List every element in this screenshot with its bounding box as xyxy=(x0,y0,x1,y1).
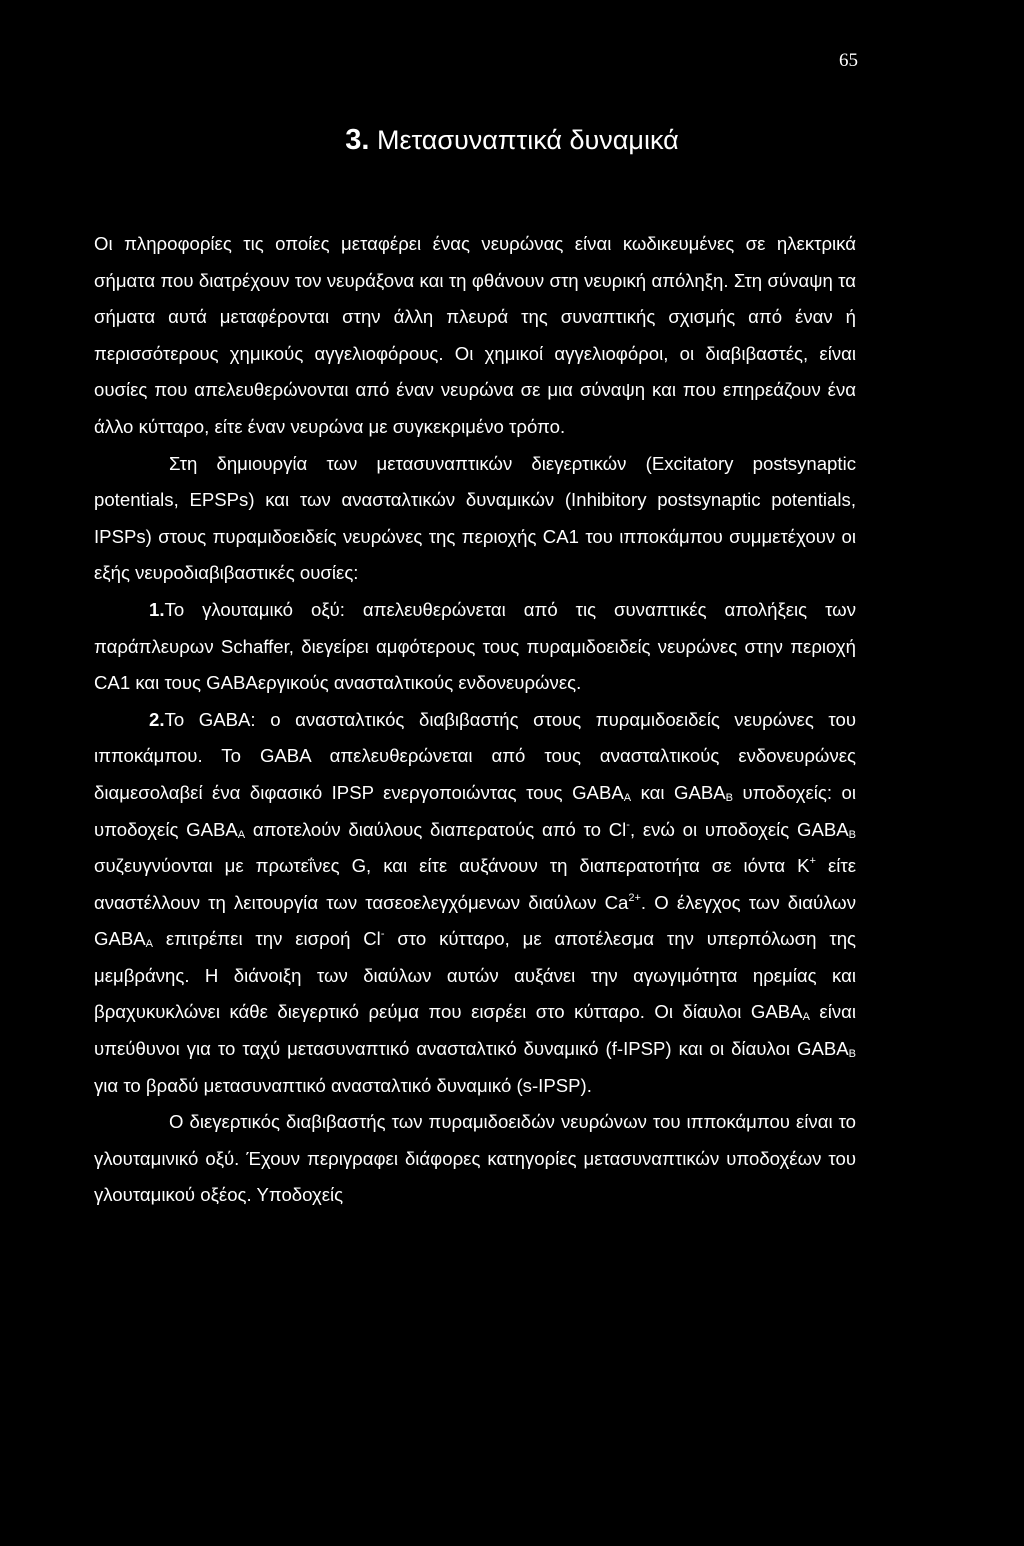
gaba-text-part: και GABA xyxy=(631,781,726,803)
gaba-text-part: είναι υπεύθυνοι για το ταχύ μετασυναπτικό ανασταλτικό δυναμικό (f-IPSP) και οι δίαυλοι GABA xyxy=(94,1001,857,1060)
gaba-text-part: , ενώ οι υποδοχείς GABA xyxy=(629,818,849,840)
gaba-text-part: επιτρέπει την εισροή Cl xyxy=(153,928,381,950)
subscript: A xyxy=(623,791,632,804)
page-number: 65 xyxy=(839,50,858,71)
superscript: - xyxy=(626,818,630,831)
paragraph-excitatory: Ο διεγερτικός διαβιβαστής των πυραμιδοειδών νευρώνων του ιπποκάμπου είναι το γλουταμινικό οξύ. Έχουν περιγραφει διάφορες κατηγορίες μετασυναπτικών υποδοχέων του γλουταμικού οξέος. Υποδοχείς xyxy=(94,1111,856,1206)
subscript: A xyxy=(802,1011,810,1024)
gaba-text-part: αποτελούν διαύλους διαπερατούς από το Cl xyxy=(245,818,627,840)
gaba-text-part: συζευγνύονται με πρωτεΐνες G, και είτε αυξάνουν τη διαπερατοτήτα σε ιόντα K xyxy=(94,855,810,877)
gaba-text-part: για το βραδύ μετασυναπτικό ανασταλτικό δυναμικό (s-IPSP). xyxy=(94,1074,592,1096)
subscript: B xyxy=(725,791,734,804)
list-item-number: 2. xyxy=(149,708,165,730)
paragraph-intro xyxy=(94,226,856,446)
gaba-text-part: . Ο έλεγχος των διαύλων GABA xyxy=(94,891,856,950)
gaba-text-part: είτε αναστέλλουν τη λειτουργία των τασεοελεγχόμενων διαύλων Ca xyxy=(94,855,856,913)
superscript: + xyxy=(809,855,816,868)
gaba-text-part: Το GABA: ο ανασταλτικός διαβιβαστής στους πυραμιδοειδείς νευρώνες του ιπποκάμπου. Το GABA απελευθερώνεται από τους ανασταλτικούς ενδονευρώνες διαμεσολαβεί ένα διφασικό IPSP ενεργοποιώντας τους GABA xyxy=(94,708,856,803)
chapter-number: 3. xyxy=(345,124,370,156)
gaba-text-part: στο κύτταρο, με αποτέλεσμα την υπερπόλωση της μεμβράνης. Η διάνοιξη των διαύλων αυτών αυξάνει την αγωγιμότητα ηρεμίας και βραχυκυκλώνει κάθε διεγερτικό ρεύμα που εισρέει στο κύτταρο. Οι δίαυλοι GABA xyxy=(94,928,856,1023)
paragraph-neurotransmitters: Στη δημιουργία των μετασυναπτικών διεγερτικών (Excitatory postsynaptic potentials, EPSPs) και των ανασταλτικών δυναμικών (Inhibitory postsynaptic potentials, IPSPs) στους πυραμιδοειδείς νευρώνες της περιοχής CA1 του ιπποκάμπου συμμετέχουν οι εξής νευροδιαβιβαστικές ουσίες: xyxy=(94,452,856,584)
body-text xyxy=(94,226,856,1214)
list-item-text: Το γλουταμικό οξύ: απελευθερώνεται από τις συναπτικές απολήξεις των παράπλευρων Schaffer, διεγείρει αμφότερους τους πυραμιδοειδείς νευρώνες στην περιοχή CA1 και τους GABAεργικούς ανασταλτικούς ενδονευρώνες. xyxy=(94,598,856,694)
subscript: A xyxy=(237,828,246,841)
list-item-glutamate xyxy=(94,592,856,702)
list-item-number: 1. xyxy=(149,598,165,620)
subscript: A xyxy=(145,938,154,951)
gaba-text-part: υποδοχείς: οι υποδοχείς GABA xyxy=(94,781,856,840)
paragraph-intro-text: Οι πληροφορίες τις οποίες μεταφέρει ένας νευρώνας είναι κωδικευμένες σε ηλεκτρικά σήματα που διατρέχουν τον νευράξονα και τη φθάνουν στη νευρική απόληξη. Στη σύναψη τα σήματα αυτά μεταφέρονται στην άλλη πλευρά της συναπτικής σχισμής από έναν ή περισσότερους χημικούς αγγελιοφόρους. Οι χημικοί αγγελιοφόροι, οι διαβιβαστές, είναι ουσίες που απελευθερώνονται από έναν νευρώνα σε μια σύναψη και που επηρεάζουν ένα άλλο κύτταρο, είτε έναν νευρώνα με συγκεκριμένο τρόπο. xyxy=(94,233,856,437)
subscript: B xyxy=(848,1048,856,1061)
chapter-title-text: Μετασυναπτικά δυναμικά xyxy=(376,125,679,155)
superscript: - xyxy=(380,928,385,941)
list-item-gaba xyxy=(94,702,856,1105)
superscript: 2+ xyxy=(628,891,641,904)
chapter-title xyxy=(0,124,1024,157)
subscript: B xyxy=(848,828,856,841)
